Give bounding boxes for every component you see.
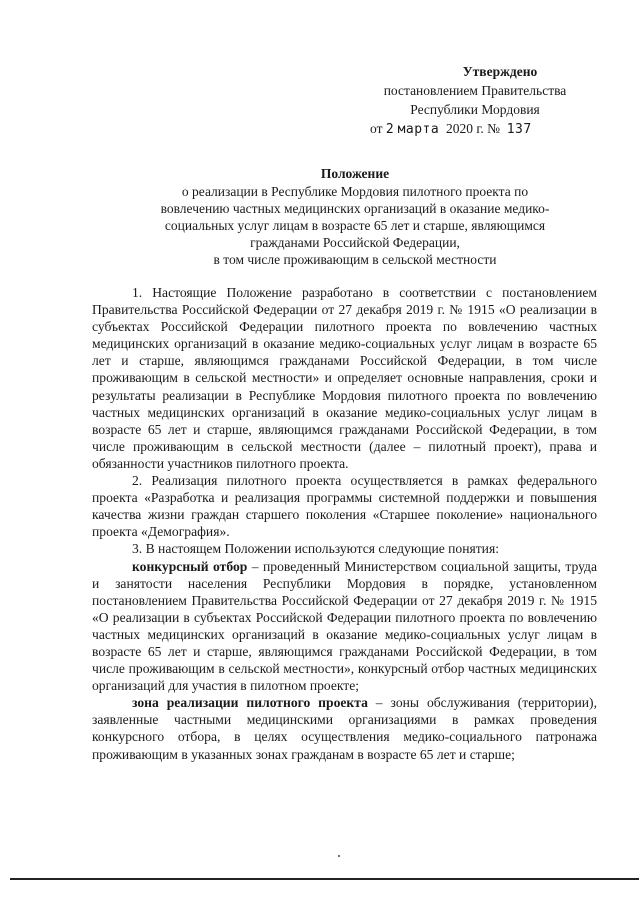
title-line-2: вовлечению частных медицинских организаций в оказание медико- [160,201,550,216]
paragraph-3: 3. В настоящем Положении используются следующие понятия: [132,541,499,557]
paragraph-2: 2. Реализация пилотного проекта осуществляется в рамках федерального проекта «Разработка и реализация программы системной поддержки и повышения качества жизни граждан старшего поколения «Старшее поколение» национального проекта «Демография». [92,473,597,540]
paragraph-1: 1. Настоящие Положение разработано в соответствии с постановлением Правительства Российской Федерации от 27 декабря 2019 г. № 1915 «О реализации в субъектах Российской Федерации пилотного проекта по вовлечению частных медицинских организаций в оказание медико-социальных услуг лицам в возрасте 65 лет и старше, являющимся гражданами Российской Федерации, в том числе проживающим в сельской местности» и определяет основные направления, сроки и результаты реализации в Республике Мордовия пилотного проекта по вовлечению частных медицинских организаций в оказание медико-социальных услуг лицам в возрасте 65 лет и старше, являющимся гражданами Российской Федерации, в том числе проживающим в сельской местности (далее – пилотный проект), права и обязанности участников пилотного проекта. [92,285,597,471]
term-competitive-selection: конкурсный отбор [132,558,248,574]
approval-date-line [360,119,590,139]
definition-competitive-selection: – проведенный Министерством социальной защиты, труда и занятости населения Республики Мордовия в порядке, установленном постановлением Правительства Российской Федерации от 27 декабря 2019 г. № 1915 «О реализации в субъектах Российской Федерации пилотного проекта по вовлечению частных медицинских организаций в оказание медико-социальных услуг лицам в возрасте 65 лет и старше, являющимся гражданами Российской Федерации, в том числе проживающим в сельской местности», конкурсный отбор частных медицинских организаций для участия в пилотном проекте; [92,558,597,694]
date-day: 2 [385,122,395,137]
term-pilot-zone: зона реализации пилотного проекта [132,695,368,711]
paragraph-4 [92,558,597,695]
date-month: марта [397,122,440,137]
bottom-scan-edge [10,878,639,880]
document-title [130,165,580,268]
title-line-1: о реализации в Республике Мордовия пилотного проекта по [181,184,529,199]
title-heading: Положение [320,166,390,181]
paragraph-5 [92,694,597,762]
date-year: 2020 г. № [445,121,500,136]
approval-line-resolution: постановлением Правительства [383,83,567,98]
approval-line-republic: Республики Мордовия [410,102,540,117]
title-line-3: социальных услуг лицам в возрасте 65 лет и старше, являющимся [164,218,546,233]
scan-speck [338,855,340,857]
title-line-5: в том числе проживающим в сельской местности [213,252,497,267]
definition-pilot-zone: – зоны обслуживания (территории), заявленные частными медицинскими организациями в рамках проведения конкурсного отбора, в целях осуществления медико-социального патронажа проживающим в указанных зонах гражданам в возрасте 65 лет и старше; [92,695,597,762]
approval-block [360,62,590,139]
title-line-4: гражданами Российской Федерации, [250,235,460,250]
date-prefix: от [370,121,383,136]
approval-title: Утверждено [462,64,538,79]
document-body [92,284,597,763]
resolution-number: 137 [506,122,532,137]
